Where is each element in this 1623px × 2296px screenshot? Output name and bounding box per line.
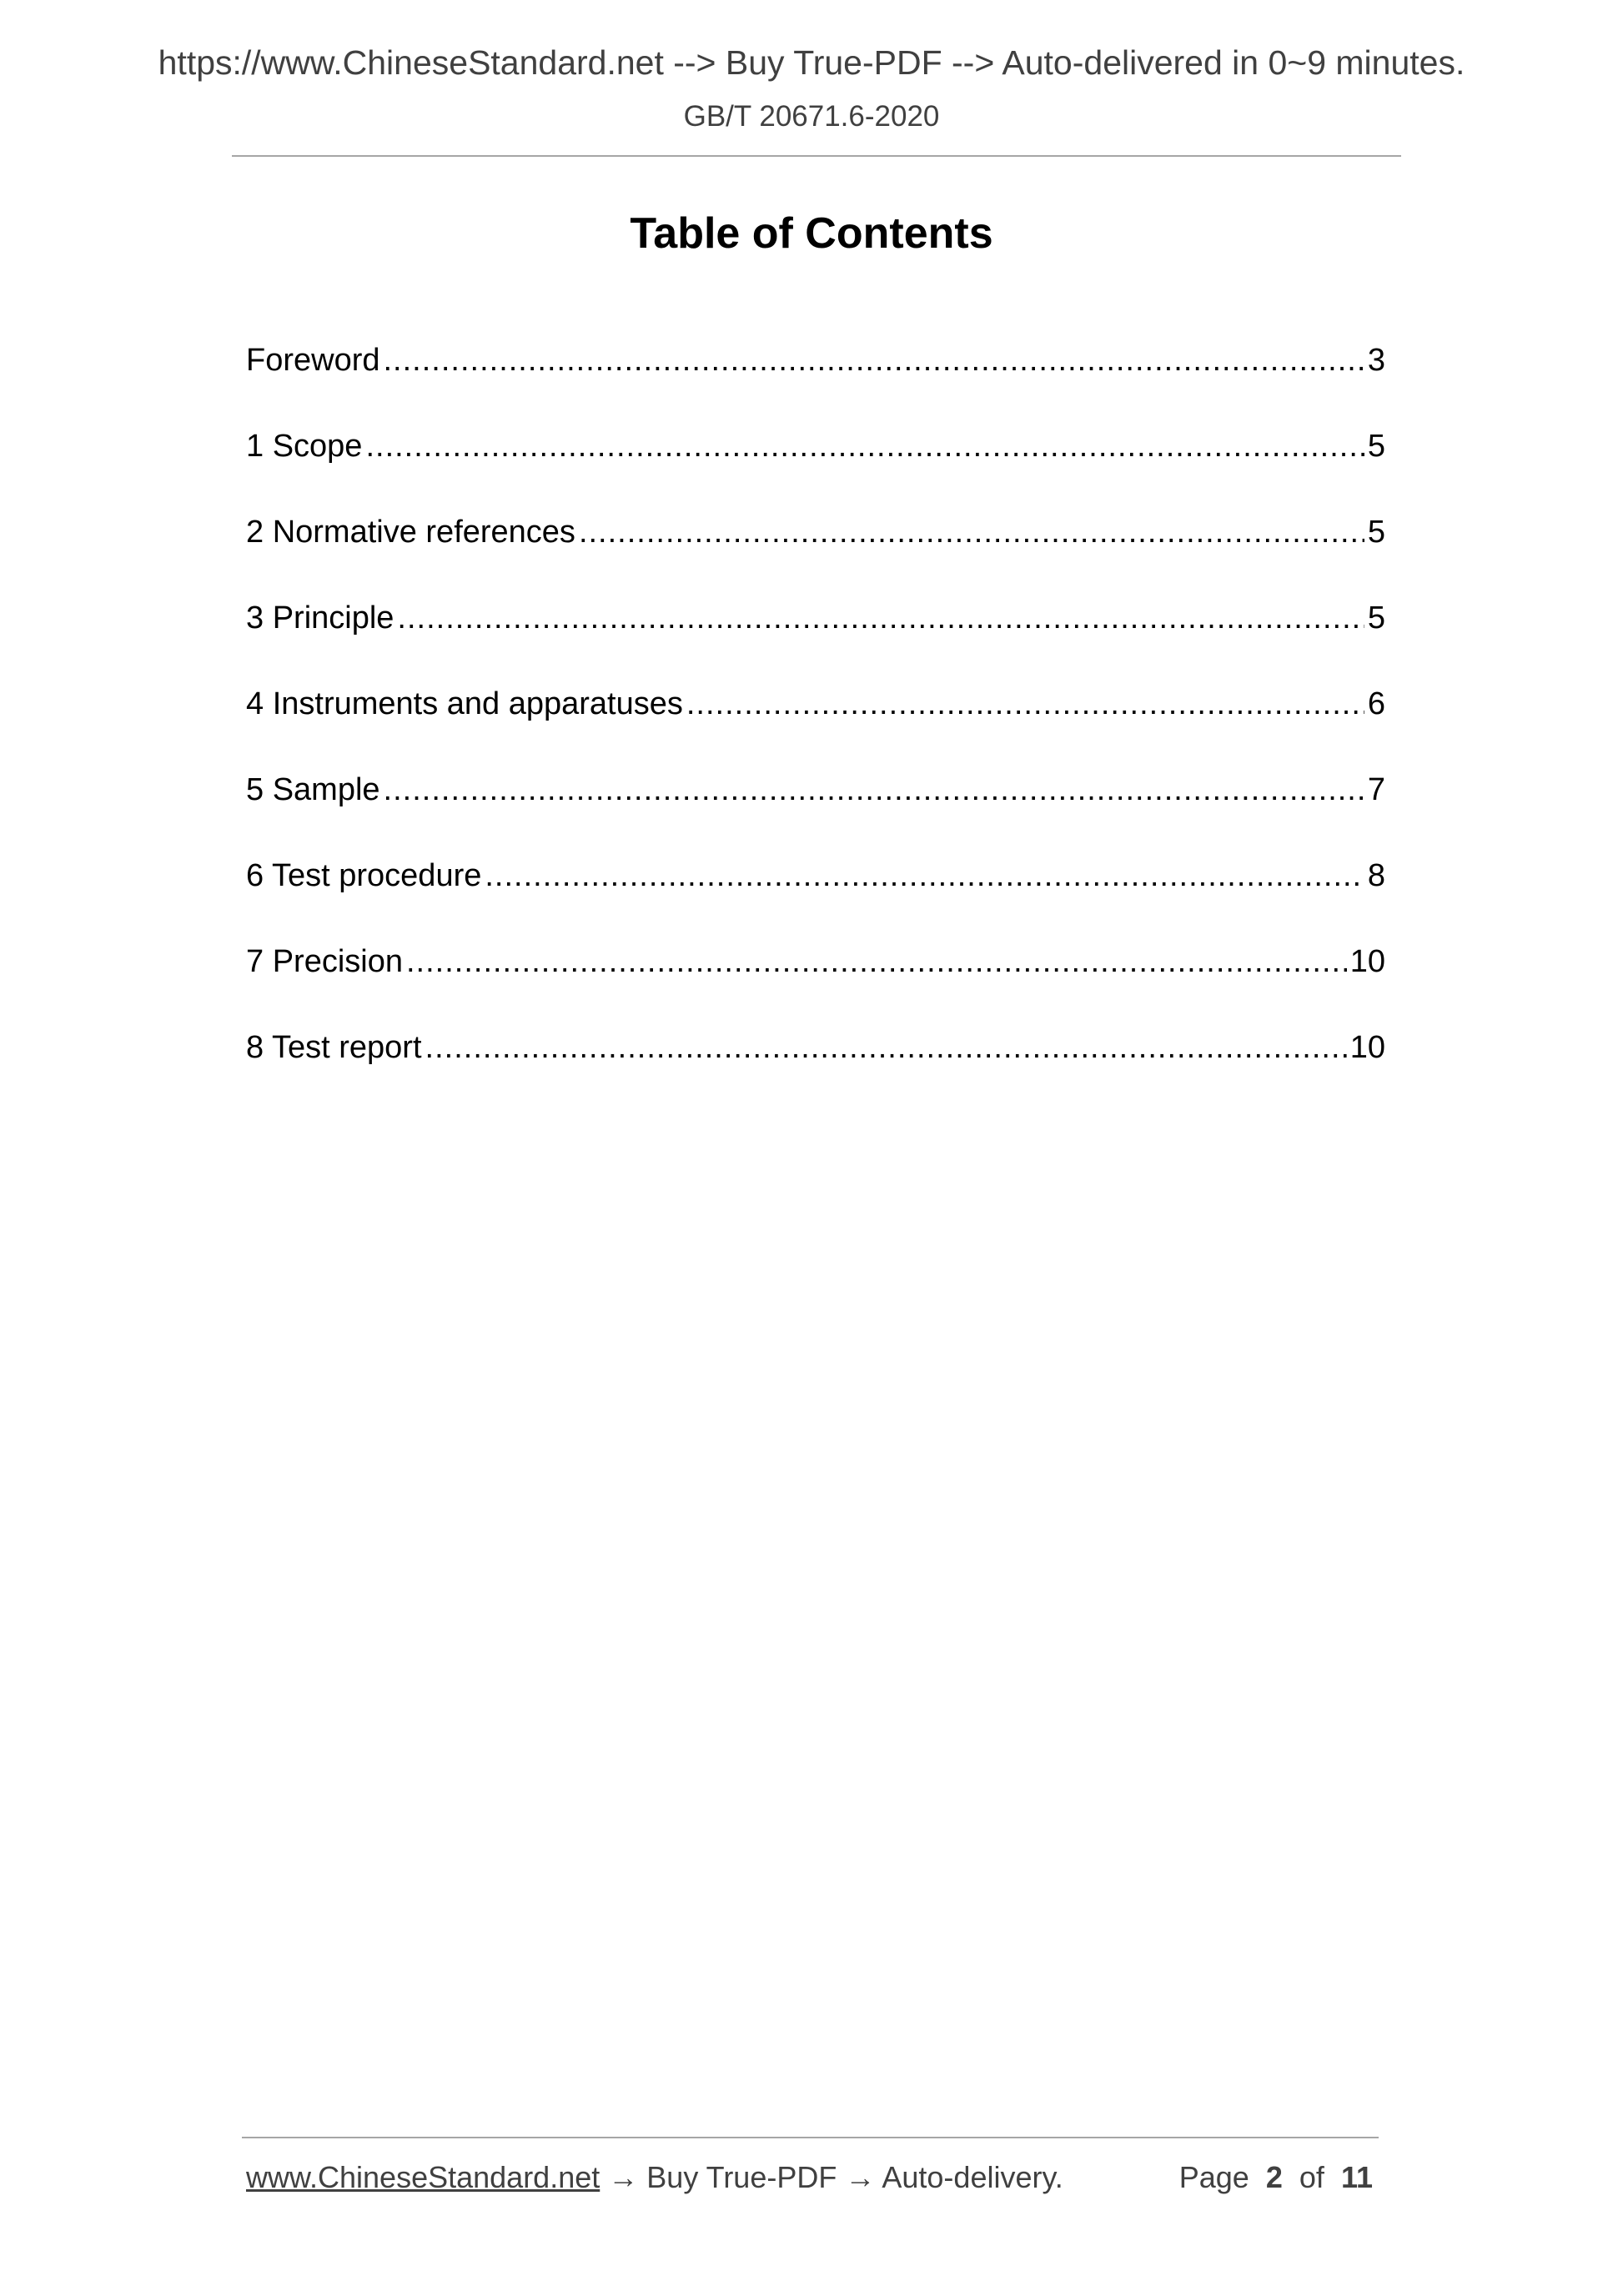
toc-entry-page: 7 (1367, 772, 1385, 807)
toc-entry-precision[interactable] (246, 941, 1385, 1027)
toc-entry-page: 6 (1367, 686, 1385, 721)
toc-entry-page: 10 (1349, 1030, 1385, 1065)
toc-leader-dots (365, 425, 1364, 467)
toc-entry-label: 5 Sample (246, 772, 380, 807)
toc-leader-dots (397, 597, 1364, 639)
toc-list (246, 339, 1385, 1113)
toc-leader-dots (686, 683, 1364, 725)
toc-entry-page: 5 (1367, 515, 1385, 550)
toc-entry-label: 8 Test report (246, 1030, 422, 1065)
toc-entry-page: 3 (1367, 343, 1385, 378)
toc-leader-dots (425, 1027, 1347, 1068)
toc-entry-page: 5 (1367, 600, 1385, 636)
page-total: 11 (1340, 2160, 1373, 2194)
toc-entry-normative-references[interactable] (246, 511, 1385, 597)
toc-entry-foreword[interactable] (246, 339, 1385, 425)
toc-entry-test-report[interactable] (246, 1027, 1385, 1113)
toc-leader-dots (406, 941, 1347, 982)
document-id: GB/T 20671.6-2020 (683, 100, 940, 133)
toc-entry-label: Foreword (246, 343, 380, 378)
footer-site-link[interactable]: www.ChineseStandard.net (246, 2160, 600, 2194)
page-of-label: of (1299, 2160, 1324, 2194)
toc-entry-label: 4 Instruments and apparatuses (246, 686, 683, 721)
toc-entry-label: 7 Precision (246, 944, 403, 979)
page-indicator (1179, 2160, 1373, 2195)
toc-entry-label: 3 Principle (246, 600, 394, 636)
toc-entry-instruments[interactable] (246, 683, 1385, 769)
toc-entry-page: 10 (1349, 944, 1385, 979)
arrow-right-icon: → (608, 2160, 639, 2194)
footer-divider (242, 2137, 1379, 2138)
toc-entry-scope[interactable] (246, 425, 1385, 511)
page-label: Page (1178, 2160, 1249, 2194)
toc-entry-page: 5 (1367, 429, 1385, 464)
toc-leader-dots (384, 339, 1364, 381)
toc-entry-test-procedure[interactable] (246, 855, 1385, 941)
toc-leader-dots (579, 511, 1364, 553)
toc-entry-principle[interactable] (246, 597, 1385, 683)
toc-title: Table of Contents (630, 209, 993, 258)
toc-entry-sample[interactable] (246, 769, 1385, 855)
header-divider (232, 155, 1401, 157)
toc-entry-label: 6 Test procedure (246, 858, 482, 893)
toc-leader-dots (485, 855, 1364, 897)
toc-leader-dots (384, 769, 1364, 811)
toc-entry-label: 2 Normative references (246, 515, 575, 550)
toc-entry-label: 1 Scope (246, 429, 363, 464)
footer-buy-text: Buy True-PDF (646, 2160, 837, 2194)
footer-promo (246, 2160, 1063, 2195)
footer-delivery-text: Auto-delivery. (882, 2160, 1063, 2194)
arrow-right-icon: → (845, 2160, 876, 2194)
page-current: 2 (1265, 2160, 1283, 2194)
toc-entry-page: 8 (1367, 858, 1385, 893)
header-banner: https://www.ChineseStandard.net --> Buy True-PDF --> Auto-delivered in 0~9 minutes. (158, 43, 1465, 82)
